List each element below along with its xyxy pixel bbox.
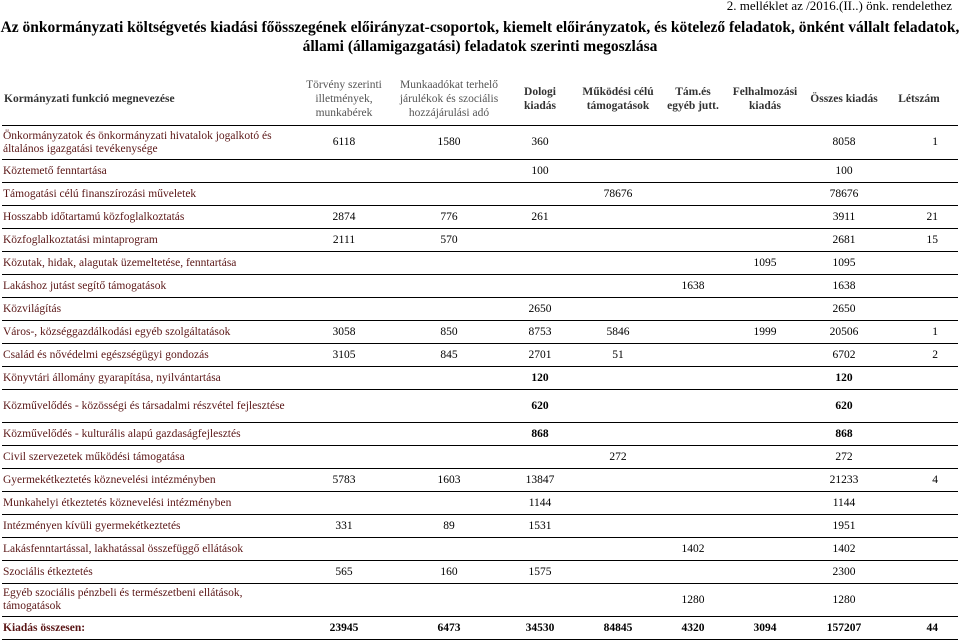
total-row [2,617,958,640]
row-value-0 [298,275,390,298]
table-row [2,298,958,321]
table-row [2,446,958,469]
row-value-5 [722,538,808,561]
row-value-2: 100 [508,160,572,183]
row-value-7: 15 [880,229,958,252]
row-value-0 [298,298,390,321]
row-value-5: 1095 [722,252,808,275]
row-value-6: 3911 [808,206,880,229]
row-value-0: 5783 [298,469,390,492]
row-function-name: Család és nővédelmi egészségügyi gondozás [2,344,298,367]
row-value-1 [390,160,508,183]
row-value-4 [664,126,722,160]
page-title [0,18,960,56]
row-value-3: 5846 [572,321,664,344]
row-value-2: 868 [508,423,572,446]
row-value-4 [664,390,722,423]
row-value-7 [880,492,958,515]
row-value-0: 565 [298,561,390,584]
row-value-5 [722,206,808,229]
table-row [2,160,958,183]
row-value-3 [572,561,664,584]
table-row [2,367,958,390]
row-value-3 [572,492,664,515]
row-value-7 [880,160,958,183]
budget-table [2,72,958,640]
table-row [2,515,958,538]
row-value-1 [390,183,508,206]
row-function-name: Munkahelyi étkeztetés köznevelési intézményben [2,492,298,515]
row-value-4 [664,183,722,206]
row-value-6: 1402 [808,538,880,561]
row-value-6: 272 [808,446,880,469]
table-row [2,206,958,229]
row-function-name: Közvilágítás [2,298,298,321]
row-value-4 [664,367,722,390]
row-value-2: 1575 [508,561,572,584]
row-value-7 [880,584,958,617]
row-value-3 [572,584,664,617]
row-value-3: 51 [572,344,664,367]
header-function: Kormányzati funkció megnevezése [2,72,298,126]
row-value-6: 20506 [808,321,880,344]
total-value-5: 3094 [722,617,808,640]
row-value-1 [390,275,508,298]
row-value-1 [390,538,508,561]
row-value-4 [664,515,722,538]
header-headcount: Létszám [880,72,958,126]
row-value-4 [664,469,722,492]
row-value-6: 2650 [808,298,880,321]
row-value-7: 21 [880,206,958,229]
table-body [2,126,958,640]
row-value-3 [572,390,664,423]
total-value-0: 23945 [298,617,390,640]
row-value-3 [572,515,664,538]
row-value-7 [880,275,958,298]
table-row [2,584,958,617]
row-value-4: 1280 [664,584,722,617]
row-value-2: 360 [508,126,572,160]
header-operating-support: Működési célú támogatások [572,72,664,126]
row-value-2: 1531 [508,515,572,538]
row-value-5 [722,423,808,446]
row-value-2 [508,275,572,298]
row-value-4 [664,298,722,321]
row-value-7 [880,390,958,423]
row-value-5 [722,367,808,390]
row-function-name: Civil szervezetek működési támogatása [2,446,298,469]
row-value-2: 120 [508,367,572,390]
table-row [2,492,958,515]
row-value-5 [722,183,808,206]
table-row [2,229,958,252]
row-value-3: 78676 [572,183,664,206]
row-value-4 [664,492,722,515]
row-value-3 [572,367,664,390]
total-value-3: 84845 [572,617,664,640]
row-function-name: Közművelődés - kulturális alapú gazdaságfejlesztés [2,423,298,446]
row-value-2 [508,183,572,206]
header-other-benefits: Tám.és egyéb jutt. [664,72,722,126]
row-value-7: 1 [880,321,958,344]
row-value-1 [390,446,508,469]
header-total: Összes kiadás [808,72,880,126]
row-value-0 [298,423,390,446]
row-value-7 [880,515,958,538]
row-value-4 [664,229,722,252]
header-capital: Felhalmozási kiadás [722,72,808,126]
row-value-0: 6118 [298,126,390,160]
row-value-1: 89 [390,515,508,538]
row-value-3 [572,252,664,275]
row-value-2 [508,538,572,561]
row-value-1 [390,390,508,423]
row-value-2 [508,584,572,617]
row-value-0 [298,183,390,206]
row-value-4 [664,561,722,584]
row-value-2: 261 [508,206,572,229]
table-row [2,561,958,584]
table-row [2,469,958,492]
row-value-6: 21233 [808,469,880,492]
row-value-2: 8753 [508,321,572,344]
row-function-name: Város-, községgazdálkodási egyéb szolgáltatások [2,321,298,344]
row-function-name: Közfoglalkoztatási mintaprogram [2,229,298,252]
row-value-2: 1144 [508,492,572,515]
row-value-0 [298,390,390,423]
row-value-7 [880,446,958,469]
row-value-4 [664,160,722,183]
row-value-6: 2681 [808,229,880,252]
row-function-name: Köztemető fenntartása [2,160,298,183]
row-value-0 [298,446,390,469]
row-value-6: 2300 [808,561,880,584]
row-value-2 [508,252,572,275]
total-value-2: 34530 [508,617,572,640]
row-value-1 [390,423,508,446]
table-row [2,126,958,160]
row-value-1: 570 [390,229,508,252]
row-value-0: 2111 [298,229,390,252]
row-value-7 [880,298,958,321]
row-value-6: 1095 [808,252,880,275]
row-value-0 [298,584,390,617]
header-contributions: Munkaadókat terhelő járulékok és szociális hozzájárulási adó [390,72,508,126]
row-value-0: 3105 [298,344,390,367]
row-value-5 [722,344,808,367]
row-value-6: 120 [808,367,880,390]
total-value-4: 4320 [664,617,722,640]
row-value-5 [722,561,808,584]
row-value-3 [572,298,664,321]
title-line-2: állami (államigazgatási) feladatok szerinti megoszlása [302,38,658,55]
row-value-1: 1603 [390,469,508,492]
row-value-4: 1638 [664,275,722,298]
header-material: Dologi kiadás [508,72,572,126]
row-value-1 [390,492,508,515]
row-value-4: 1402 [664,538,722,561]
row-value-4 [664,321,722,344]
row-value-1: 776 [390,206,508,229]
row-value-6: 1951 [808,515,880,538]
row-value-2 [508,446,572,469]
row-value-3: 272 [572,446,664,469]
row-function-name: Lakáshoz jutást segítő támogatások [2,275,298,298]
row-value-1 [390,298,508,321]
row-value-1: 850 [390,321,508,344]
row-function-name: Közművelődés - közösségi és társadalmi részvétel fejlesztése [2,390,298,423]
row-function-name: Támogatási célú finanszírozási műveletek [2,183,298,206]
row-value-5 [722,275,808,298]
row-value-5 [722,446,808,469]
table-row [2,423,958,446]
table-row [2,252,958,275]
row-value-6: 868 [808,423,880,446]
total-value-6: 157207 [808,617,880,640]
row-function-name: Hosszabb időtartamú közfoglalkoztatás [2,206,298,229]
row-value-4 [664,344,722,367]
row-value-1 [390,367,508,390]
row-value-0: 331 [298,515,390,538]
row-function-name: Könyvtári állomány gyarapítása, nyilvántartása [2,367,298,390]
row-value-1: 845 [390,344,508,367]
title-line-1: Az önkormányzati költségvetés kiadási főösszegének előirányzat-csoportok, kiemelt előirányzatok, és kötelező feladatok, önként vállalt feladatok, [0,19,960,36]
row-value-7 [880,538,958,561]
row-value-2: 2701 [508,344,572,367]
row-function-name: Önkormányzatok és önkormányzati hivatalok jogalkotó és általános igazgatási tevékenysége [2,126,298,160]
row-value-5 [722,492,808,515]
header-wages: Törvény szerinti illetmények, munkabérek [298,72,390,126]
header-row [2,72,958,126]
row-value-7: 1 [880,126,958,160]
row-value-2: 620 [508,390,572,423]
table-row [2,275,958,298]
row-value-0 [298,492,390,515]
row-value-6: 1144 [808,492,880,515]
row-value-7 [880,252,958,275]
row-value-3 [572,275,664,298]
row-value-5 [722,515,808,538]
row-value-1: 160 [390,561,508,584]
table-row [2,390,958,423]
row-value-6: 1638 [808,275,880,298]
row-value-3 [572,160,664,183]
row-value-2 [508,229,572,252]
row-value-7 [880,561,958,584]
table-row [2,183,958,206]
row-value-1: 1580 [390,126,508,160]
row-function-name: Gyermekétkeztetés köznevelési intézményben [2,469,298,492]
row-value-5 [722,126,808,160]
row-value-6: 620 [808,390,880,423]
row-value-5 [722,229,808,252]
row-value-2: 13847 [508,469,572,492]
row-value-2: 2650 [508,298,572,321]
row-value-6: 1280 [808,584,880,617]
row-value-4 [664,252,722,275]
table-row [2,538,958,561]
row-value-4 [664,423,722,446]
row-value-5: 1999 [722,321,808,344]
row-value-3 [572,126,664,160]
row-value-0 [298,367,390,390]
row-value-5 [722,584,808,617]
row-value-3 [572,206,664,229]
row-value-7 [880,423,958,446]
row-value-7: 2 [880,344,958,367]
row-value-1 [390,584,508,617]
row-value-6: 6702 [808,344,880,367]
table-row [2,344,958,367]
row-value-0 [298,252,390,275]
row-value-7: 4 [880,469,958,492]
total-label: Kiadás összesen: [2,617,298,640]
row-value-6: 8058 [808,126,880,160]
total-value-7: 44 [880,617,958,640]
row-value-7 [880,367,958,390]
row-value-4 [664,446,722,469]
row-function-name: Intézményen kívüli gyermekétkeztetés [2,515,298,538]
attachment-note: 2. melléklet az /2016.(II..) önk. rendelethez [726,0,952,13]
row-value-5 [722,160,808,183]
row-value-4 [664,206,722,229]
row-value-0 [298,160,390,183]
row-value-6: 100 [808,160,880,183]
row-value-7 [880,183,958,206]
table-row [2,321,958,344]
row-function-name: Közutak, hidak, alagutak üzemeltetése, fenntartása [2,252,298,275]
row-function-name: Lakásfenntartással, lakhatással összefüggő ellátások [2,538,298,561]
total-value-1: 6473 [390,617,508,640]
row-value-1 [390,252,508,275]
row-value-3 [572,229,664,252]
row-function-name: Egyéb szociális pénzbeli és természetbeni ellátások, támogatások [2,584,298,617]
row-value-6: 78676 [808,183,880,206]
row-value-3 [572,469,664,492]
row-value-3 [572,423,664,446]
row-value-0 [298,538,390,561]
row-value-0: 2874 [298,206,390,229]
row-value-5 [722,469,808,492]
row-value-3 [572,538,664,561]
row-value-5 [722,390,808,423]
row-value-0: 3058 [298,321,390,344]
row-value-5 [722,298,808,321]
row-function-name: Szociális étkeztetés [2,561,298,584]
